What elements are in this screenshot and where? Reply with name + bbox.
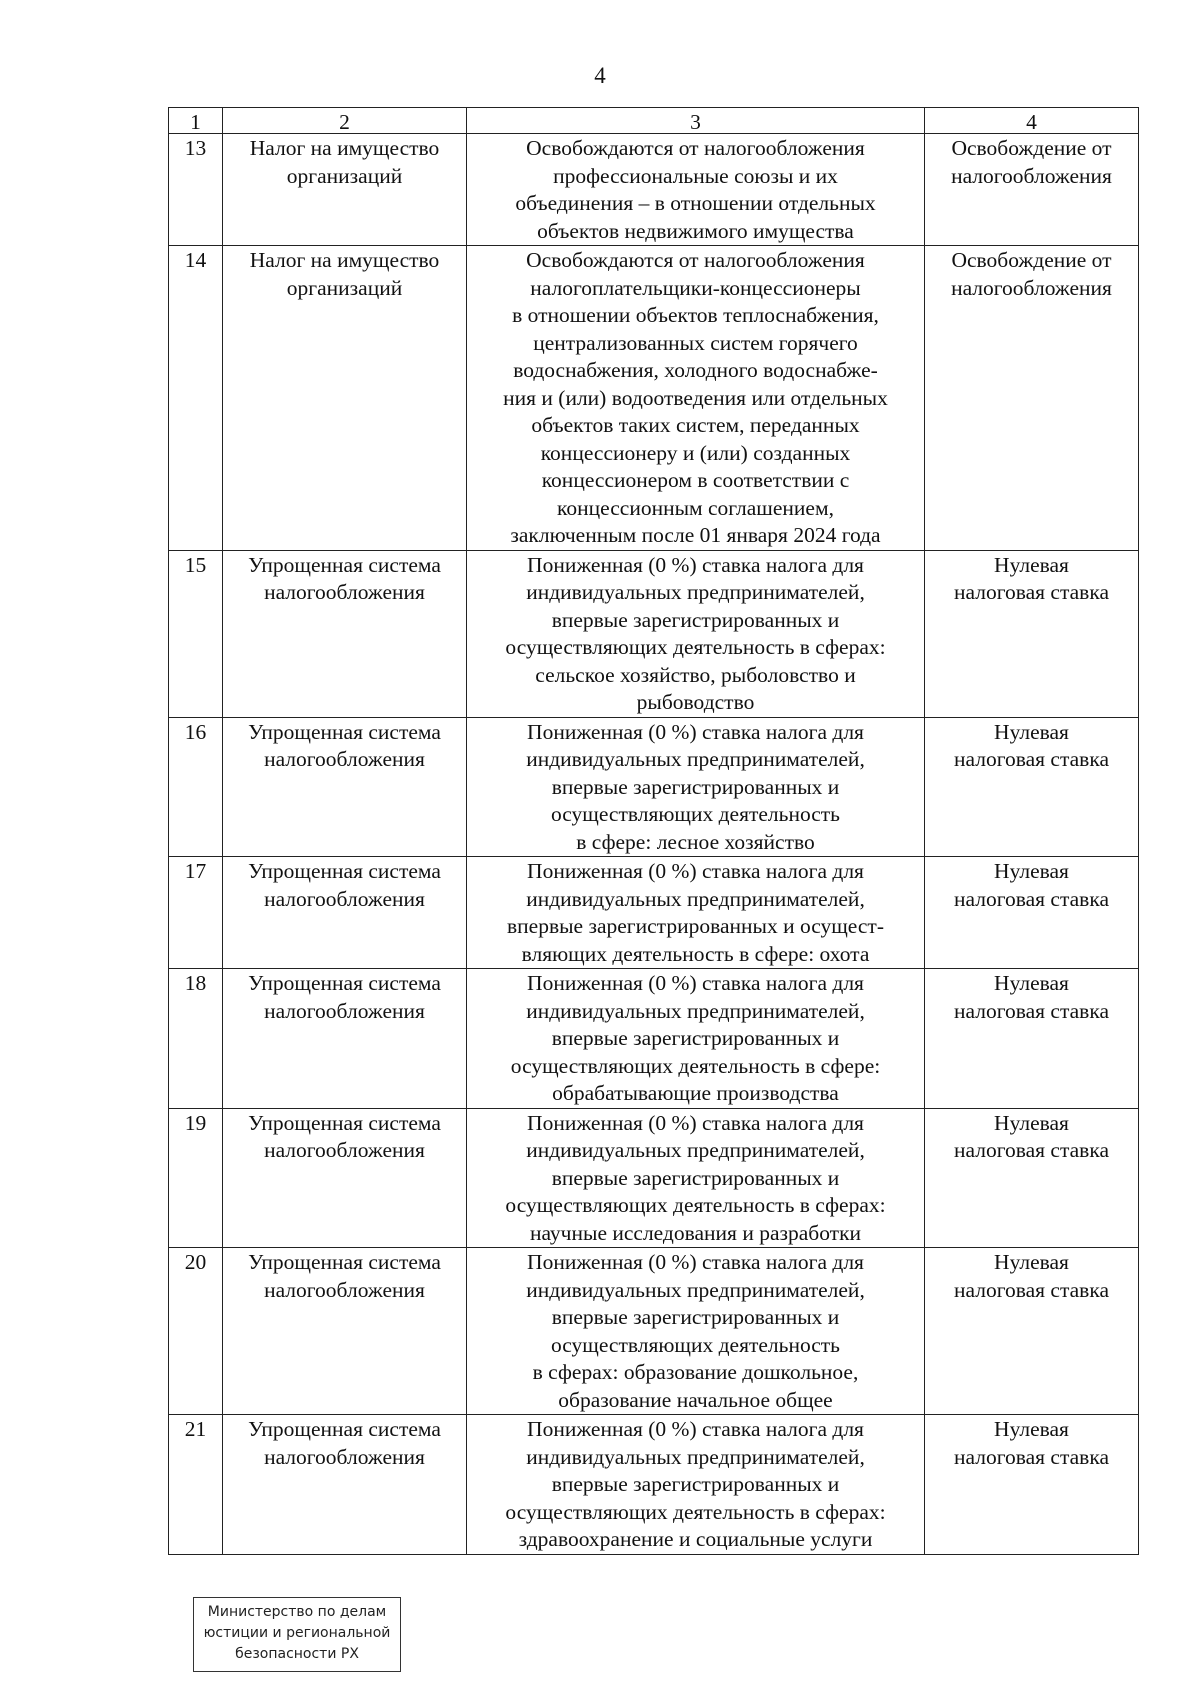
benefit-description-cell: Освобождаются от налогообложения налогоплательщики-концессионеры в отношении объектов теплоснабжения, централизованных систем горячего водоснабжения, холодного водоснабже- ния и (или) водоотведения или отдельных объектов таких систем, переданных концессионеру и (или) созданных концессионером в соответствии с концессионным соглашением, заключенным после 01 января 2024 года xyxy=(467,246,925,551)
benefit-description-cell: Пониженная (0 %) ставка налога для индивидуальных предпринимателей, впервые зарегистрированных и осуществляющих деятельность в сферах: образование дошкольное, образование начальное общее xyxy=(467,1248,925,1415)
benefit-type-cell: Нулевая налоговая ставка xyxy=(925,1248,1139,1415)
row-number-cell: 17 xyxy=(169,857,223,969)
benefit-description-cell: Пониженная (0 %) ставка налога для индивидуальных предпринимателей, впервые зарегистрированных и осущест- вляющих деятельность в сфере: охота xyxy=(467,857,925,969)
table-row xyxy=(169,857,1139,969)
page-number: 4 xyxy=(594,63,606,88)
row-number-cell: 13 xyxy=(169,134,223,246)
table-row xyxy=(169,1415,1139,1555)
column-header-3: 3 xyxy=(467,108,925,134)
tax-name-cell: Упрощенная система налогообложения xyxy=(223,717,467,857)
row-number-cell: 21 xyxy=(169,1415,223,1555)
stamp-line: юстиции и региональной xyxy=(203,1625,391,1641)
table-body xyxy=(169,108,1139,1555)
table-row xyxy=(169,1248,1139,1415)
table-row xyxy=(169,246,1139,551)
row-number-cell: 15 xyxy=(169,550,223,717)
column-header-4: 4 xyxy=(925,108,1139,134)
tax-name-cell: Упрощенная система налогообложения xyxy=(223,969,467,1109)
tax-name-cell: Налог на имущество организаций xyxy=(223,134,467,246)
row-number-cell: 18 xyxy=(169,969,223,1109)
benefit-type-cell: Нулевая налоговая ставка xyxy=(925,857,1139,969)
table-row xyxy=(169,1108,1139,1248)
benefit-type-cell: Освобождение от налогообложения xyxy=(925,134,1139,246)
column-header-2: 2 xyxy=(223,108,467,134)
ministry-stamp xyxy=(193,1597,401,1672)
table-row xyxy=(169,134,1139,246)
stamp-line: Министерство по делам xyxy=(207,1604,387,1620)
benefit-description-cell: Пониженная (0 %) ставка налога для индивидуальных предпринимателей, впервые зарегистрированных и осуществляющих деятельность в сфере: обрабатывающие производства xyxy=(467,969,925,1109)
tax-name-cell: Упрощенная система налогообложения xyxy=(223,857,467,969)
row-number-cell: 14 xyxy=(169,246,223,551)
table-row xyxy=(169,717,1139,857)
row-number-cell: 16 xyxy=(169,717,223,857)
tax-name-cell: Упрощенная система налогообложения xyxy=(223,1248,467,1415)
tax-name-cell: Упрощенная система налогообложения xyxy=(223,1108,467,1248)
row-number-cell: 19 xyxy=(169,1108,223,1248)
benefit-description-cell: Пониженная (0 %) ставка налога для индивидуальных предпринимателей, впервые зарегистрированных и осуществляющих деятельность в сферах: научные исследования и разработки xyxy=(467,1108,925,1248)
benefit-type-cell: Нулевая налоговая ставка xyxy=(925,717,1139,857)
benefit-description-cell: Пониженная (0 %) ставка налога для индивидуальных предпринимателей, впервые зарегистрированных и осуществляющих деятельность в сфере: лесное хозяйство xyxy=(467,717,925,857)
benefit-type-cell: Нулевая налоговая ставка xyxy=(925,1108,1139,1248)
benefit-type-cell: Нулевая налоговая ставка xyxy=(925,1415,1139,1555)
table-row xyxy=(169,969,1139,1109)
benefit-description-cell: Пониженная (0 %) ставка налога для индивидуальных предпринимателей, впервые зарегистрированных и осуществляющих деятельность в сферах: здравоохранение и социальные услуги xyxy=(467,1415,925,1555)
benefit-type-cell: Нулевая налоговая ставка xyxy=(925,550,1139,717)
tax-name-cell: Упрощенная система налогообложения xyxy=(223,1415,467,1555)
table-row xyxy=(169,550,1139,717)
benefit-description-cell: Пониженная (0 %) ставка налога для индивидуальных предпринимателей, впервые зарегистрированных и осуществляющих деятельность в сферах: сельское хозяйство, рыболовство и рыбоводство xyxy=(467,550,925,717)
tax-benefits-table xyxy=(168,107,1139,1555)
benefit-description-cell: Освобождаются от налогообложения профессиональные союзы и их объединения – в отношении отдельных объектов недвижимого имущества xyxy=(467,134,925,246)
tax-name-cell: Упрощенная система налогообложения xyxy=(223,550,467,717)
benefit-type-cell: Освобождение от налогообложения xyxy=(925,246,1139,551)
stamp-line: безопасности РХ xyxy=(235,1646,359,1662)
table-header-row xyxy=(169,108,1139,134)
row-number-cell: 20 xyxy=(169,1248,223,1415)
tax-name-cell: Налог на имущество организаций xyxy=(223,246,467,551)
column-header-1: 1 xyxy=(169,108,223,134)
benefit-type-cell: Нулевая налоговая ставка xyxy=(925,969,1139,1109)
